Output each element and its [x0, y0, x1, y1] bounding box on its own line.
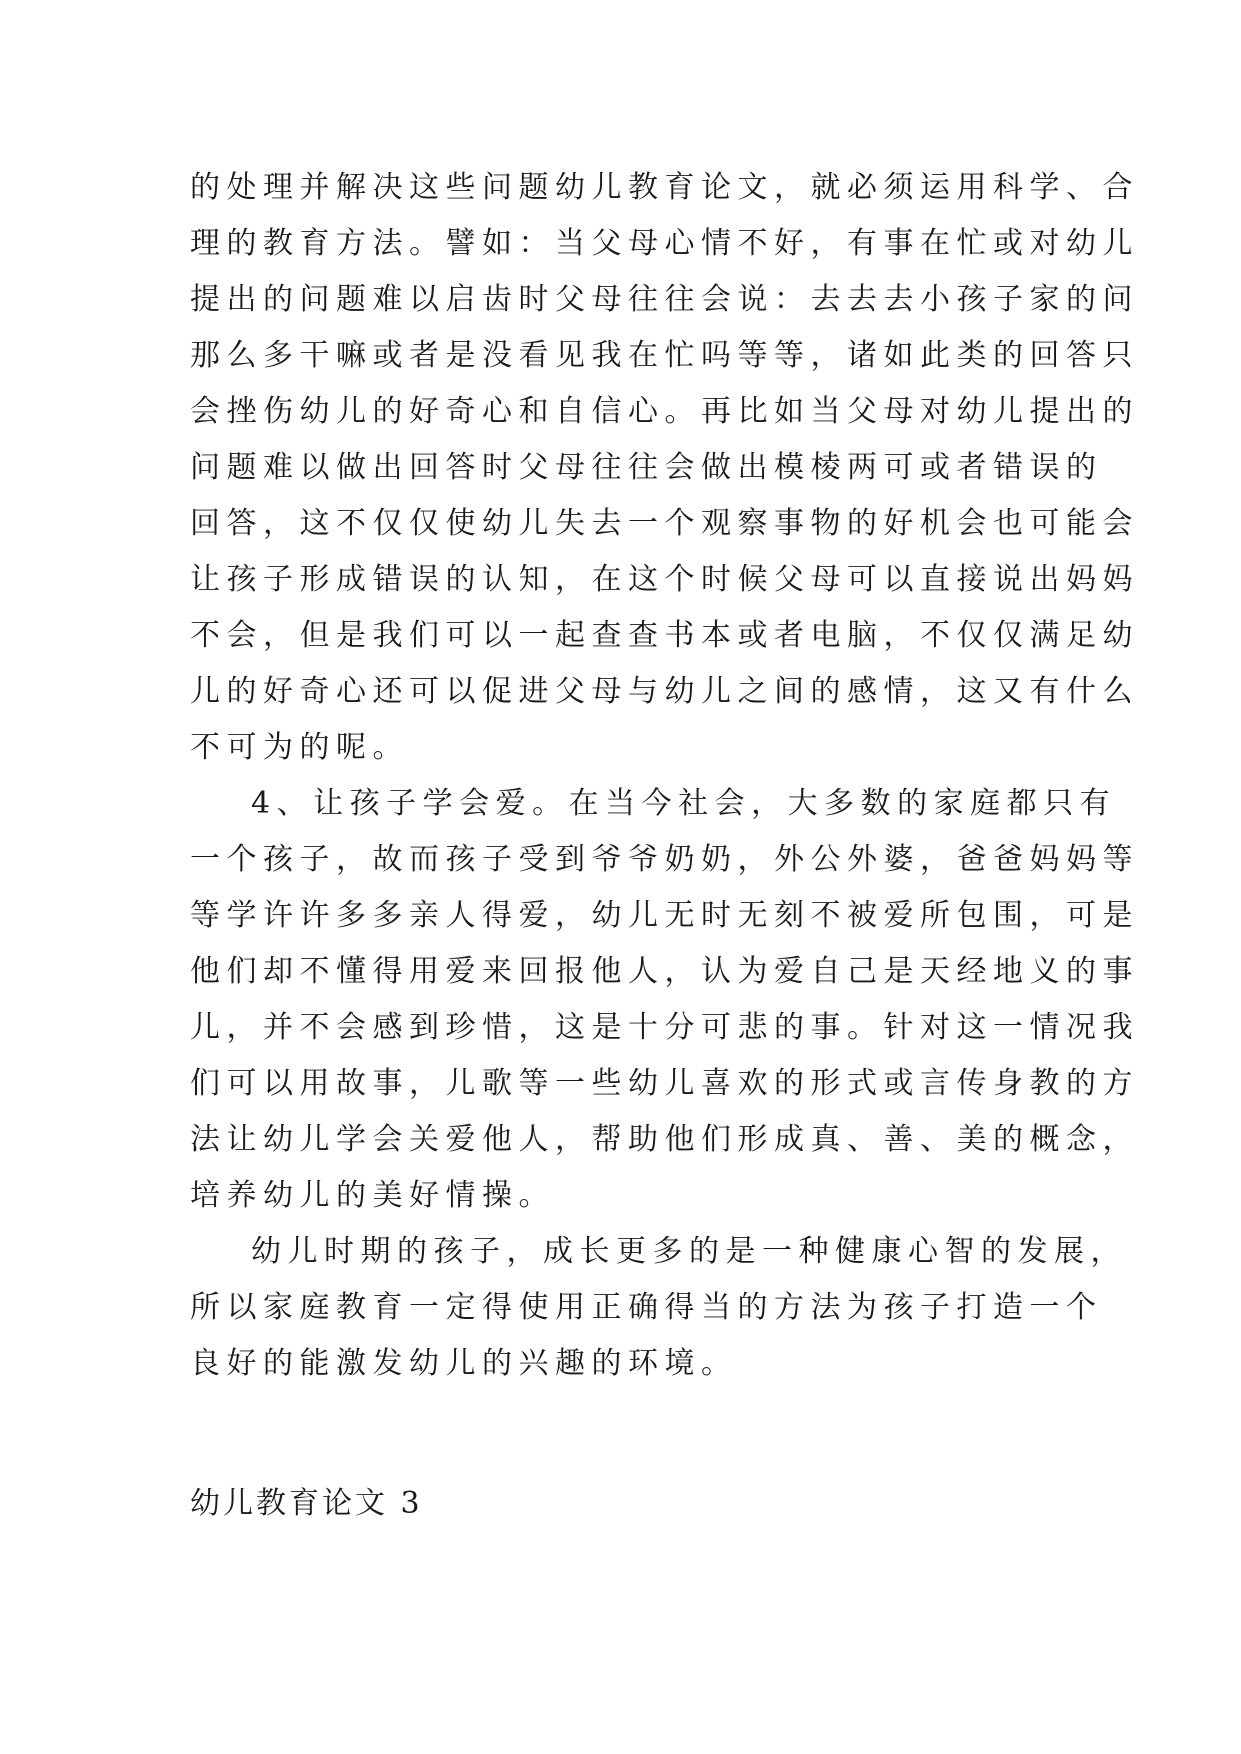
text-line: 让孩子形成错误的认知，在这个时候父母可以直接说出妈妈 — [190, 562, 1139, 597]
text-line: 一个孩子，故而孩子受到爷爷奶奶，外公外婆，爸爸妈妈等 — [190, 842, 1139, 877]
paragraph-first-line: 4、让孩子学会爱。在当今社会，大多数的家庭都只有 — [251, 786, 1117, 821]
text-line: 理的教育方法。譬如：当父母心情不好，有事在忙或对幼儿 — [190, 226, 1139, 261]
text-line: 他们却不懂得用爱来回报他人，认为爱自己是天经地义的事 — [190, 954, 1139, 989]
text-line: 培养幼儿的美好情操。 — [190, 1178, 555, 1213]
text-line: 法让幼儿学会关爱他人，帮助他们形成真、善、美的概念， — [190, 1122, 1139, 1157]
text-line: 良好的能激发幼儿的兴趣的环境。 — [190, 1346, 738, 1381]
section-heading: 幼儿教育论文 3 — [190, 1486, 423, 1521]
text-line: 儿，并不会感到珍惜，这是十分可悲的事。针对这一情况我 — [190, 1010, 1139, 1045]
text-line: 那么多干嘛或者是没看见我在忙吗等等，诸如此类的回答只 — [190, 338, 1139, 373]
text-line: 不可为的呢。 — [190, 730, 409, 765]
text-line: 问题难以做出回答时父母往往会做出模棱两可或者错误的 — [190, 450, 1103, 485]
text-line: 儿的好奇心还可以促进父母与幼儿之间的感情，这又有什么 — [190, 674, 1139, 709]
text-line: 回答，这不仅仅使幼儿失去一个观察事物的好机会也可能会 — [190, 506, 1139, 541]
body-text — [190, 160, 1139, 1392]
text-line: 等学许许多多亲人得爱，幼儿无时无刻不被爱所包围，可是 — [190, 898, 1139, 933]
paragraph-first-line: 幼儿时期的孩子，成长更多的是一种健康心智的发展， — [251, 1234, 1127, 1269]
text-line: 的处理并解决这些问题幼儿教育论文，就必须运用科学、合 — [190, 170, 1139, 205]
text-line: 提出的问题难以启齿时父母往往会说：去去去小孩子家的问 — [190, 282, 1139, 317]
text-line: 们可以用故事，儿歌等一些幼儿喜欢的形式或言传身教的方 — [190, 1066, 1139, 1101]
text-line: 会挫伤幼儿的好奇心和自信心。再比如当父母对幼儿提出的 — [190, 394, 1139, 429]
text-line: 不会，但是我们可以一起查查书本或者电脑，不仅仅满足幼 — [190, 618, 1139, 653]
text-line: 所以家庭教育一定得使用正确得当的方法为孩子打造一个 — [190, 1290, 1103, 1325]
